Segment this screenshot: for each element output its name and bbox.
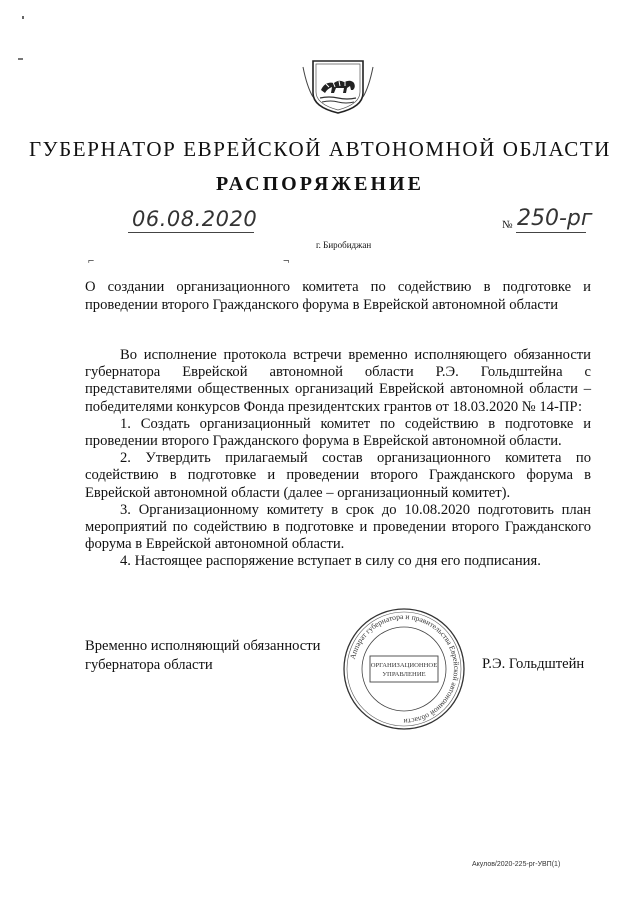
clause-paragraph: 3. Организационному комитету в срок до 10.08.2020 подготовить план мероприятий по содействию в подготовке и проведении второго Гражданского форума в Еврейской автономной области. [85, 501, 591, 553]
corner-mark-left: ⌐ [88, 255, 95, 267]
clause-paragraph: 4. Настоящее распоряжение вступает в силу со дня его подписания. [120, 553, 541, 570]
document-body [85, 347, 591, 571]
clause-paragraph: 2. Утвердить прилагаемый состав организационного комитета по содействию в подготовке и проведении второго Гражданского форума в Еврейской автономной области (далее – организационный комитет). [85, 450, 591, 501]
clause-paragraph: 1. Создать организационный комитет по содействию в подготовке и проведении второго Гражданского форума в Еврейской автономной области. [85, 415, 591, 450]
coat-of-arms-icon [301, 57, 375, 115]
scan-speck [22, 16, 24, 19]
stamp-center-line: УПРАВЛЕНИЕ [382, 671, 426, 678]
signatory-name: Р.Э. Гольдштейн [482, 656, 585, 672]
city: г. Биробиджан [316, 240, 372, 250]
number-prefix: № [502, 219, 513, 231]
document-number: 250-рг [517, 206, 593, 231]
signatory-role [85, 637, 320, 675]
corner-mark-right: ¬ [283, 255, 290, 267]
stamp-ring-text: Аппарат губернатора и правительства Еврейской автономной области [348, 611, 462, 727]
signatory-role-line: Временно исполняющий обязанности [85, 638, 321, 654]
stamp-center-line: ОРГАНИЗАЦИОННОЕ [370, 662, 438, 669]
number-underline [516, 232, 586, 233]
preamble-paragraph: Во исполнение протокола встречи временно исполняющего обязанности губернатора Еврейской автономной области Р.Э. Гольдштейна с представителями общественных организаций Еврейской автономной области – победителями конкурсов Фонда президентских грантов от 18.03.2020 № 14-ПР: [85, 347, 591, 415]
date-underline [128, 232, 254, 233]
document-subject: О создании организационного комитета по содействию в подготовке и проведении второго Гражданского форума в Еврейской автономной области [85, 279, 591, 313]
document-type: РАСПОРЯЖЕНИЕ [216, 173, 424, 195]
footer-reference: Акулов/2020-225-рг-УВП(1) [472, 861, 561, 868]
scan-speck [18, 58, 23, 60]
signatory-role-line: губернатора области [85, 657, 213, 673]
official-stamp [340, 605, 468, 733]
issuing-authority: ГУБЕРНАТОР ЕВРЕЙСКОЙ АВТОНОМНОЙ ОБЛАСТИ [28, 137, 612, 161]
document-date: 06.08.2020 [132, 207, 258, 231]
